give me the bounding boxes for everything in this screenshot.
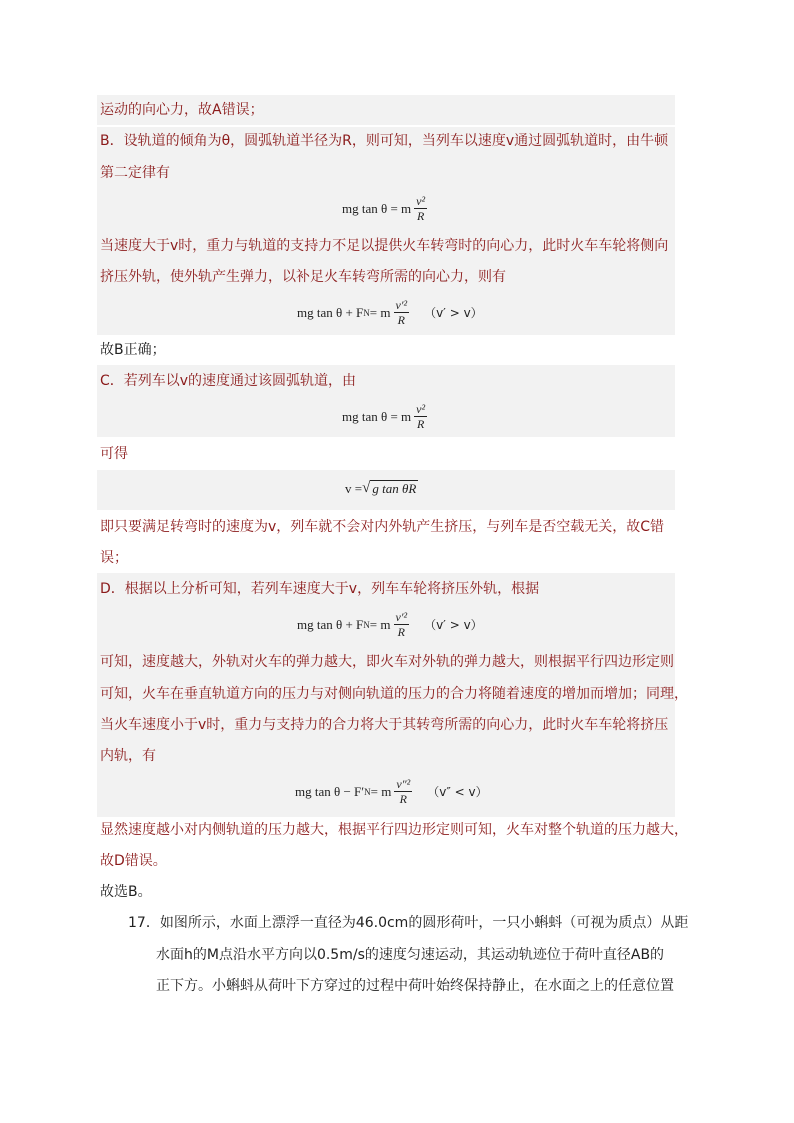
condition: （v′ > v）	[424, 618, 483, 632]
condition: （v′ > v）	[424, 306, 483, 320]
numerator: v′²	[395, 610, 408, 624]
denominator: R	[397, 313, 405, 327]
text-line: 故D错误。	[100, 853, 167, 869]
question-line: 正下方。小蝌蚪从荷叶下方穿过的过程中荷叶始终保持静止，在水面之上的任意位置	[156, 978, 674, 994]
text-line: 可得	[100, 446, 128, 462]
subscript: N	[364, 786, 371, 797]
condition: （v″ < v）	[427, 785, 488, 799]
subscript: N	[363, 307, 370, 318]
text-line: 第二定律有	[100, 165, 170, 181]
text-line: 内轨，有	[100, 748, 156, 764]
text-line: 故选B。	[100, 884, 152, 900]
text-line: D．根据以上分析可知，若列车速度大于v，列车车轮将挤压外轨，根据	[100, 581, 540, 597]
formula-lhs: mg tan θ + F	[297, 304, 364, 320]
radical-sign: √	[362, 480, 371, 496]
text-line: B．设轨道的倾角为θ，圆弧轨道半径为R，则可知，当列车以速度v通过圆弧轨道时，由牛顿	[100, 133, 669, 149]
text-line: 运动的向心力，故A错误；	[100, 102, 264, 118]
square-root	[362, 480, 418, 497]
formula-lhs: mg tan θ − F′	[295, 783, 365, 799]
fraction	[394, 610, 410, 639]
formula-5	[297, 610, 483, 639]
formula-3	[342, 402, 430, 431]
text-line: 挤压外轨，使外轨产生弹力，以补足火车转弯所需的向心力，则有	[100, 269, 506, 285]
formula-1	[342, 194, 430, 223]
fraction	[394, 298, 410, 327]
text-line: 可知，火车在垂直轨道方向的压力与对侧向轨道的压力的合力将随着速度的增加而增加；同理，	[100, 686, 688, 702]
formula-lhs: mg tan θ = m	[342, 200, 412, 216]
text-line: 当火车速度小于v时，重力与支持力的合力将大于其转弯所需的向心力，此时火车车轮将挤压	[100, 717, 669, 733]
formula-mid: = m	[369, 304, 391, 320]
formula-mid: = m	[370, 783, 392, 799]
denominator: R	[416, 209, 425, 223]
text-line: 显然速度越小对内侧轨道的压力越大，根据平行四边形定则可知，火车对整个轨道的压力越大，	[100, 822, 688, 838]
text-line: C．若列车以v的速度通过该圆弧轨道，由	[100, 373, 357, 389]
numerator: v″²	[396, 777, 411, 791]
fraction	[414, 194, 427, 223]
subscript: N	[363, 619, 370, 630]
formula-2	[297, 298, 483, 327]
numerator: v²	[416, 402, 426, 416]
formula-6	[295, 777, 488, 806]
text-line: 误；	[100, 550, 128, 566]
formula-lhs: mg tan θ = m	[342, 408, 412, 424]
denominator: R	[416, 417, 425, 431]
numerator: v′²	[395, 298, 408, 312]
denominator: R	[399, 792, 407, 806]
fraction	[394, 777, 412, 806]
fraction	[414, 402, 427, 431]
formula-mid: = m	[369, 616, 391, 632]
denominator: R	[397, 625, 405, 639]
formula-4	[345, 480, 418, 497]
text-line: 可知，速度越大，外轨对火车的弹力越大，即火车对外轨的弹力越大，则根据平行四边形定则	[100, 654, 674, 670]
question-line: 17．如图所示，水面上漂浮一直径为46.0cm的圆形荷叶，一只小蝌蚪（可视为质点）从距	[128, 915, 689, 931]
question-line: 水面h的M点沿水平方向以0.5m/s的速度匀速运动，其运动轨迹位于荷叶直径AB的	[156, 947, 665, 963]
text-line: 故B正确；	[100, 342, 166, 358]
text-line: 即只要满足转弯时的速度为v，列车就不会对内外轨产生挤压，与列车是否空载无关，故C错	[100, 519, 665, 535]
radicand: g tan θR	[372, 481, 417, 496]
numerator: v²	[416, 194, 426, 208]
text-line: 当速度大于v时，重力与轨道的支持力不足以提供火车转弯时的向心力，此时火车车轮将侧向	[100, 238, 669, 254]
formula-lhs: mg tan θ + F	[297, 616, 364, 632]
formula-lhs: v =	[345, 480, 363, 496]
